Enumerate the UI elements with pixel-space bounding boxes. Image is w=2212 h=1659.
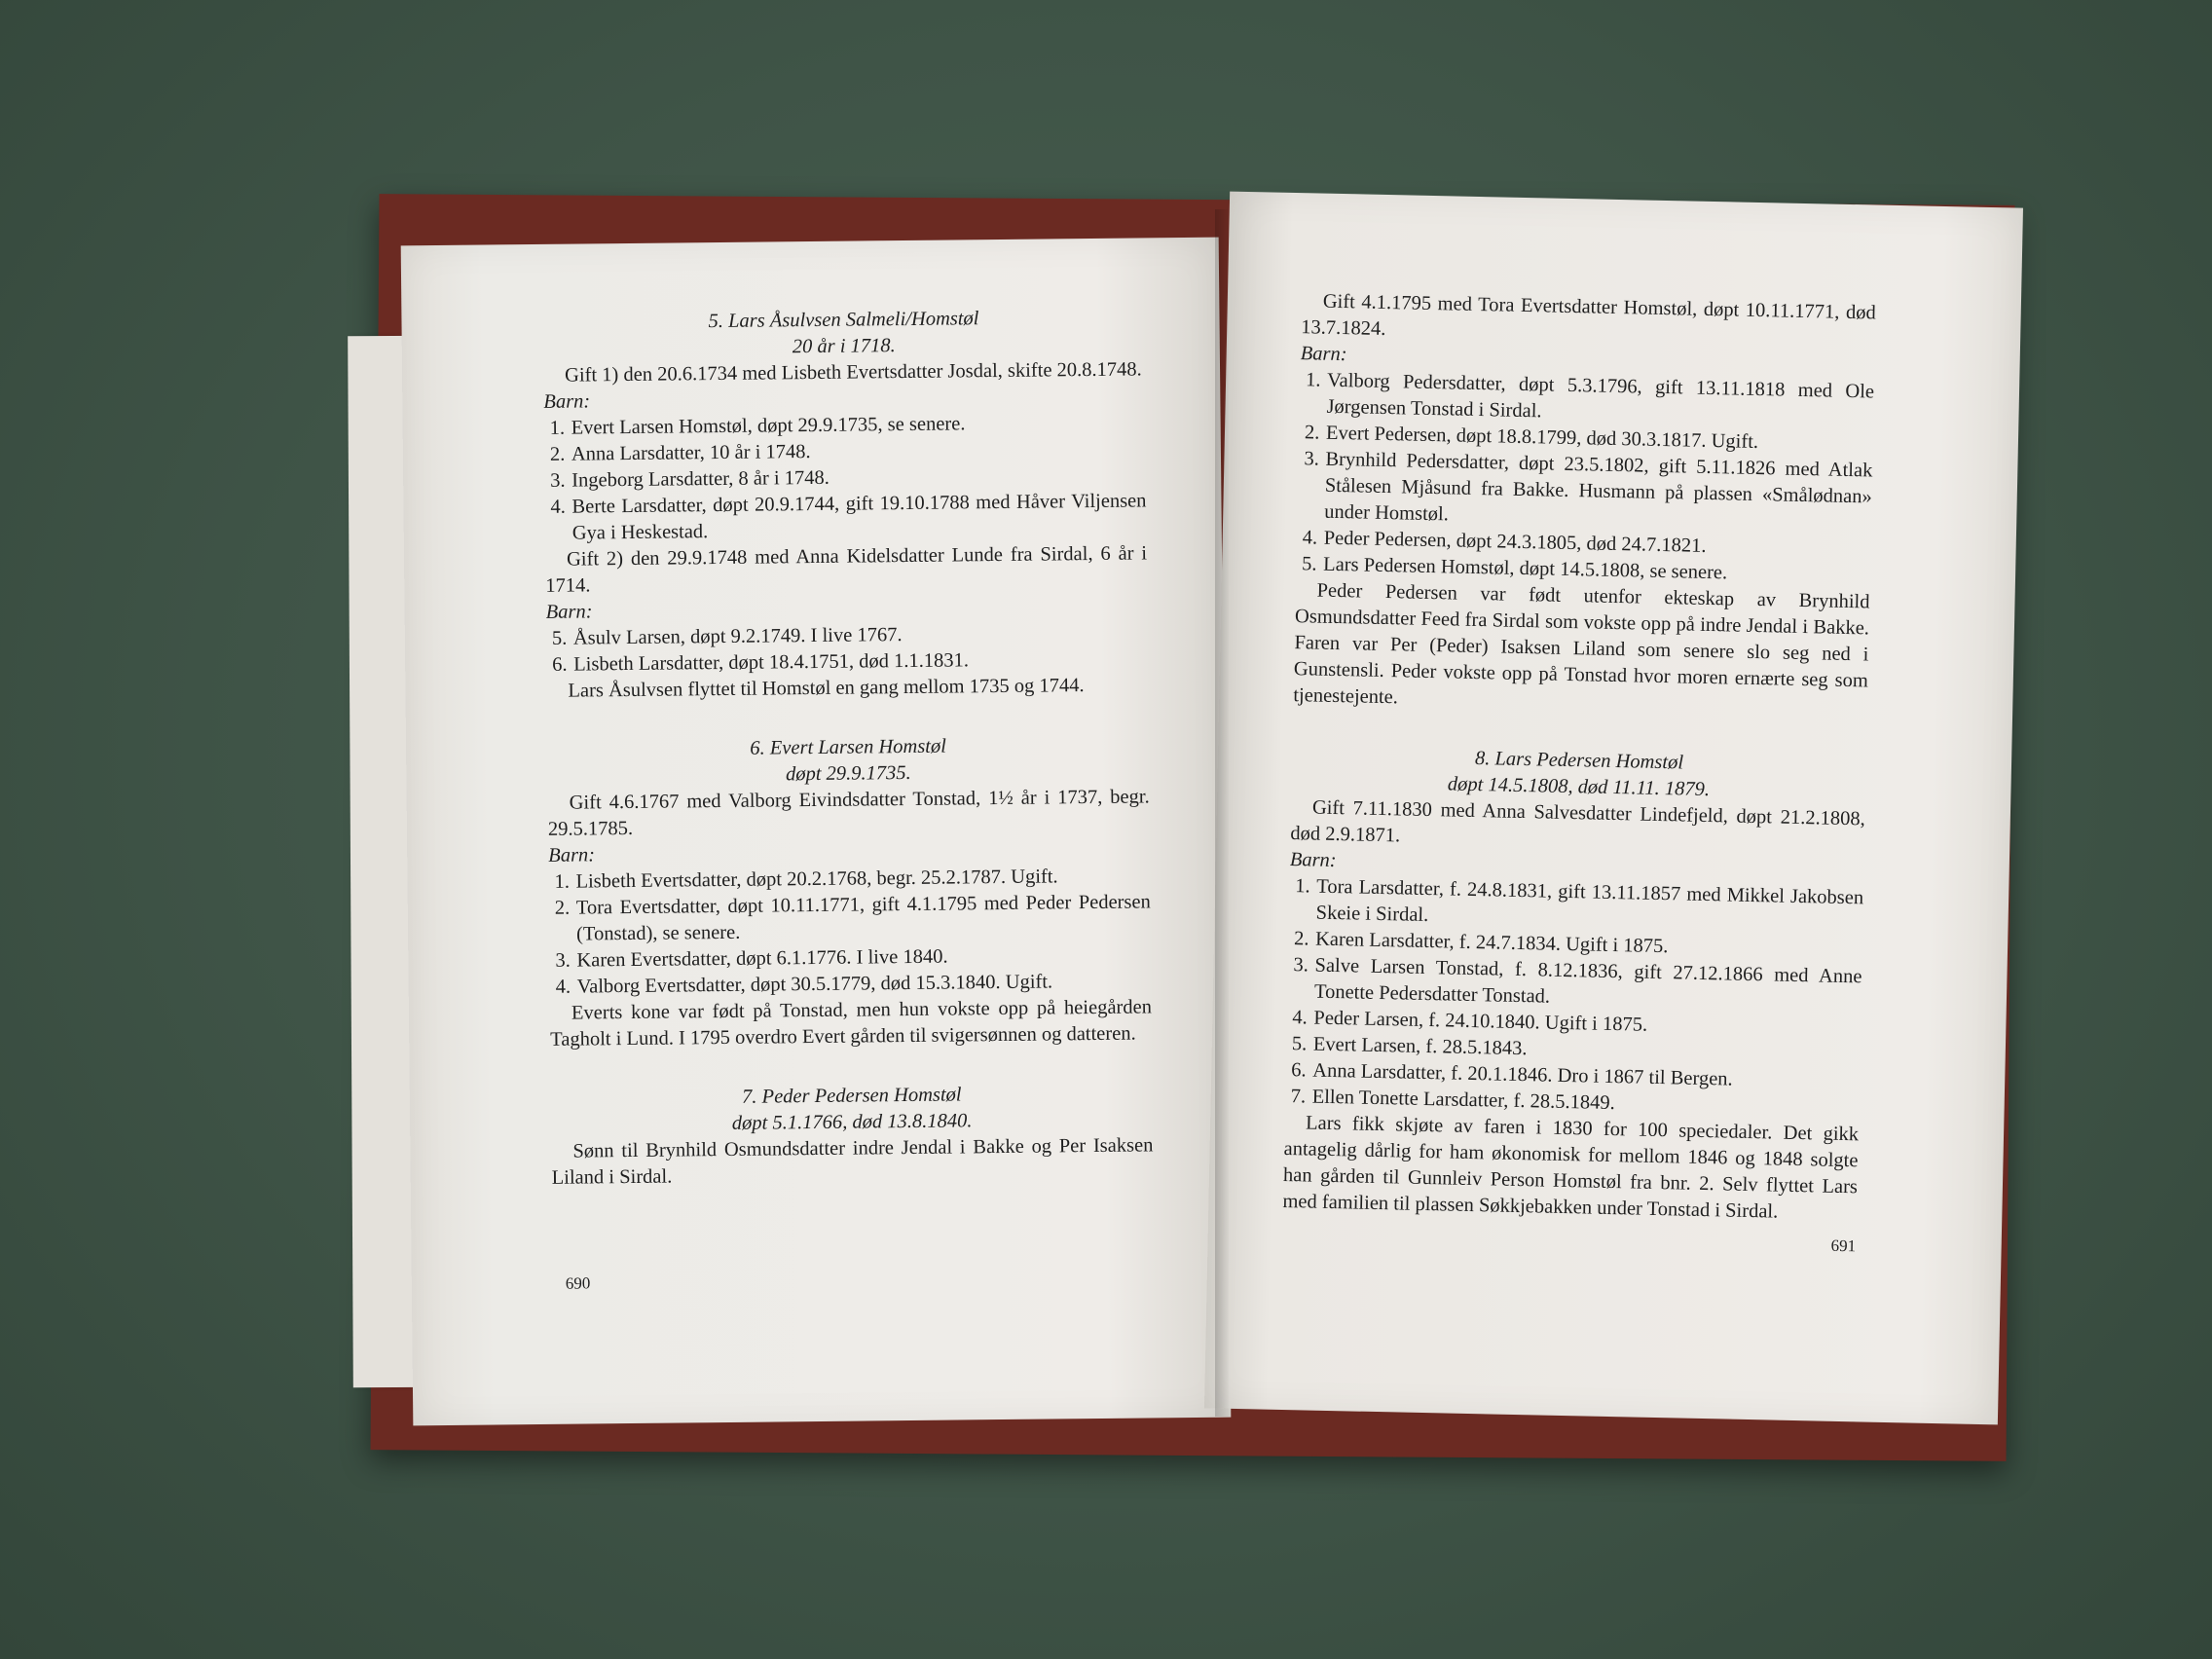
paragraph: Everts kone var født på Tonstad, men hun vokste opp på heiegården Tagholt i Lund. I 1795 overdro Evert gården til svigersønnen og datteren. [550,996,1153,1051]
paragraph: Sønn til Brynhild Osmundsdatter indre Jendal i Bakke og Per Isaksen Liland i Sirdal. [551,1134,1154,1189]
section-subheading: døpt 5.1.1766, død 13.8.1840. [731,1110,973,1134]
list-item-number: 4. [1292,1007,1309,1029]
children-list [546,619,1149,678]
list-item-number: 6. [1291,1059,1307,1082]
children-list [1284,873,1863,1122]
list-item-text: Valborg Evertsdatter, døpt 30.5.1779, død 15.3.1840. Ugift. [576,971,1053,998]
paragraph: Gift 1) den 20.6.1734 med Lisbeth Evertsdatter Josdal, skifte 20.8.1748. [564,358,1142,387]
list-item-text: Lisbeth Larsdatter, døpt 18.4.1751, død 1.1.1831. [573,649,970,676]
section-subheading: 20 år i 1718. [792,335,896,358]
list-item-text: Evert Larsen, f. 28.5.1843. [1312,1033,1528,1060]
right-page [1204,192,2023,1425]
list-item-text: Brynhild Pedersdatter, døpt 23.5.1802, gift 5.11.1826 med Atlak Stålesen Mjåsund fra Bakke. Husmann på plassen «Smålødnan» under Homstøl. [1324,448,1873,526]
list-item-text: Karen Larsdatter, f. 24.7.1834. Ugift i 1875. [1314,928,1669,958]
paragraph: Gift 7.11.1830 med Anna Salvesdatter Lindefjeld, døpt 21.2.1808, død 2.9.1871. [1290,796,1866,847]
paragraph: Gift 2) den 29.9.1748 med Anna Kidelsdatter Lunde fra Sirdal, 6 år i 1714. [545,542,1148,597]
list-item-number: 2. [549,443,566,465]
list-item-number: 4. [1302,527,1318,549]
paragraph: Lars fikk skjøte av faren i 1830 for 100 speciedaler. Det gikk antagelig dårlig for ham økonomisk for mellom 1846 og 1848 solgte han gården til Gunnleiv Person Homstøl fra bnr. 2. Selv flyttet Lars med familien til plassen Søkkjebakken under Tonstad i Sirdal. [1282,1112,1860,1223]
list-item-number: 3. [555,949,571,972]
list-item-number: 4. [550,496,566,518]
left-page-text [542,304,1153,1191]
list-item-text: Anna Larsdatter, f. 20.1.1846. Dro i 1867 til Bergen. [1312,1059,1733,1090]
paragraph: Peder Pedersen var født utenfor ekteskap av Brynhild Osmundsdatter Feed fra Sirdal som vokste opp på indre Jendal i Bakke. Faren var Per (Peder) Isaksen Liland som senere slo seg ned i Gunstensli. Peder vokste opp på Tonstad hvor moren ernærte seg som tjenestejente. [1293,579,1870,709]
list-item [549,889,1152,947]
list-item-text: Karen Evertsdatter, døpt 6.1.1776. I live 1840. [576,945,948,972]
page-number-right: 691 [1830,1235,1857,1256]
children-list [544,409,1147,546]
list-item-text: Tora Larsdatter, f. 24.8.1831, gift 13.11.1857 med Mikkel Jakobsen Skeie i Sirdal. [1315,875,1864,927]
list-item-text: Lars Pedersen Homstøl, døpt 14.5.1808, se senere. [1322,553,1728,584]
list-item-number: 5. [1291,1033,1308,1055]
section-heading: 8. Lars Pedersen Homstøl [1474,748,1684,774]
list-item-number: 7. [1290,1086,1307,1108]
list-item [544,488,1147,546]
list-item-number: 6. [552,653,568,676]
list-item-text: Ellen Tonette Larsdatter, f. 28.5.1849. [1311,1086,1615,1115]
list-item-text: Tora Evertsdatter, døpt 10.11.1771, gift 4.1.1795 med Peder Pedersen (Tonstad), se senere. [575,891,1151,945]
children-label: Barn: [1300,343,1347,366]
section-heading: 6. Evert Larsen Homstøl [750,735,946,759]
children-label: Barn: [545,601,593,623]
paragraph: Lars Åsulvsen flyttet til Homstøl en gang mellom 1735 og 1744. [568,675,1085,702]
list-item-text: Anna Larsdatter, 10 år i 1748. [571,441,811,465]
list-item-text: Salve Larsen Tonstad, f. 8.12.1836, gift 27.12.1866 med Anne Tonette Pedersdatter Tonstad. [1313,954,1862,1008]
list-item-text: Ingeborg Larsdatter, 8 år i 1748. [571,466,830,492]
list-item-number: 5. [1301,553,1317,575]
list-item-number: 3. [1293,954,1309,977]
list-item-text: Åsulv Larsen, døpt 9.2.1749. I live 1767. [572,624,903,649]
children-list [1296,367,1874,589]
right-page-text [1282,288,1876,1227]
section-subheading: døpt 29.9.1735. [785,761,911,786]
list-item-number: 3. [550,469,566,492]
list-item-number: 1. [1295,875,1310,898]
page-number-left: 690 [565,1273,591,1293]
list-item-text: Evert Pedersen, døpt 18.8.1799, død 30.3.1817. Ugift. [1325,422,1759,454]
left-page [401,238,1232,1426]
list-item-text: Lisbeth Evertsdatter, døpt 20.2.1768, begr. 25.2.1787. Ugift. [575,866,1058,893]
list-item-text: Peder Pedersen, døpt 24.3.1805, død 24.7.1821. [1323,527,1707,557]
children-label: Barn: [548,844,596,866]
list-item-number: 1. [549,417,566,439]
list-item-number: 2. [1293,928,1309,950]
children-label: Barn: [543,390,591,413]
section-heading: 5. Lars Åsulvsen Salmeli/Homstøl [708,308,979,333]
paragraph: Gift 4.6.1767 med Valborg Eivindsdatter Tonstad, 1½ år i 1737, begr. 29.5.1785. [547,786,1150,840]
list-item-text: Evert Larsen Homstøl, døpt 29.9.1735, se senere. [571,413,966,439]
book-gutter [1215,209,1229,1417]
list-item-number: 5. [551,627,568,649]
list-item-text: Peder Larsen, f. 24.10.1840. Ugift i 1875. [1313,1007,1648,1036]
section-subheading: døpt 14.5.1808, død 11.11. 1879. [1447,773,1711,801]
list-item-number: 3. [1304,448,1320,470]
children-list [548,863,1151,1000]
section-heading: 7. Peder Pedersen Homstøl [742,1084,962,1108]
paragraph: Gift 4.1.1795 med Tora Evertsdatter Homstøl, døpt 10.11.1771, død 13.7.1824. [1301,290,1876,340]
list-item-number: 4. [555,976,571,998]
list-item [1297,446,1873,536]
list-item-number: 1. [554,870,571,893]
list-item-text: Valborg Pedersdatter, døpt 5.3.1796, gift 13.11.1818 med Ole Jørgensen Tonstad i Sirdal. [1326,369,1875,423]
list-item-number: 2. [554,897,571,919]
list-item-text: Berte Larsdatter, døpt 20.9.1744, gift 19.10.1788 med Håver Viljensen Gya i Heskestad. [571,490,1147,544]
list-item-number: 2. [1304,422,1320,444]
children-label: Barn: [1289,849,1337,872]
list-item-number: 1. [1305,369,1321,391]
